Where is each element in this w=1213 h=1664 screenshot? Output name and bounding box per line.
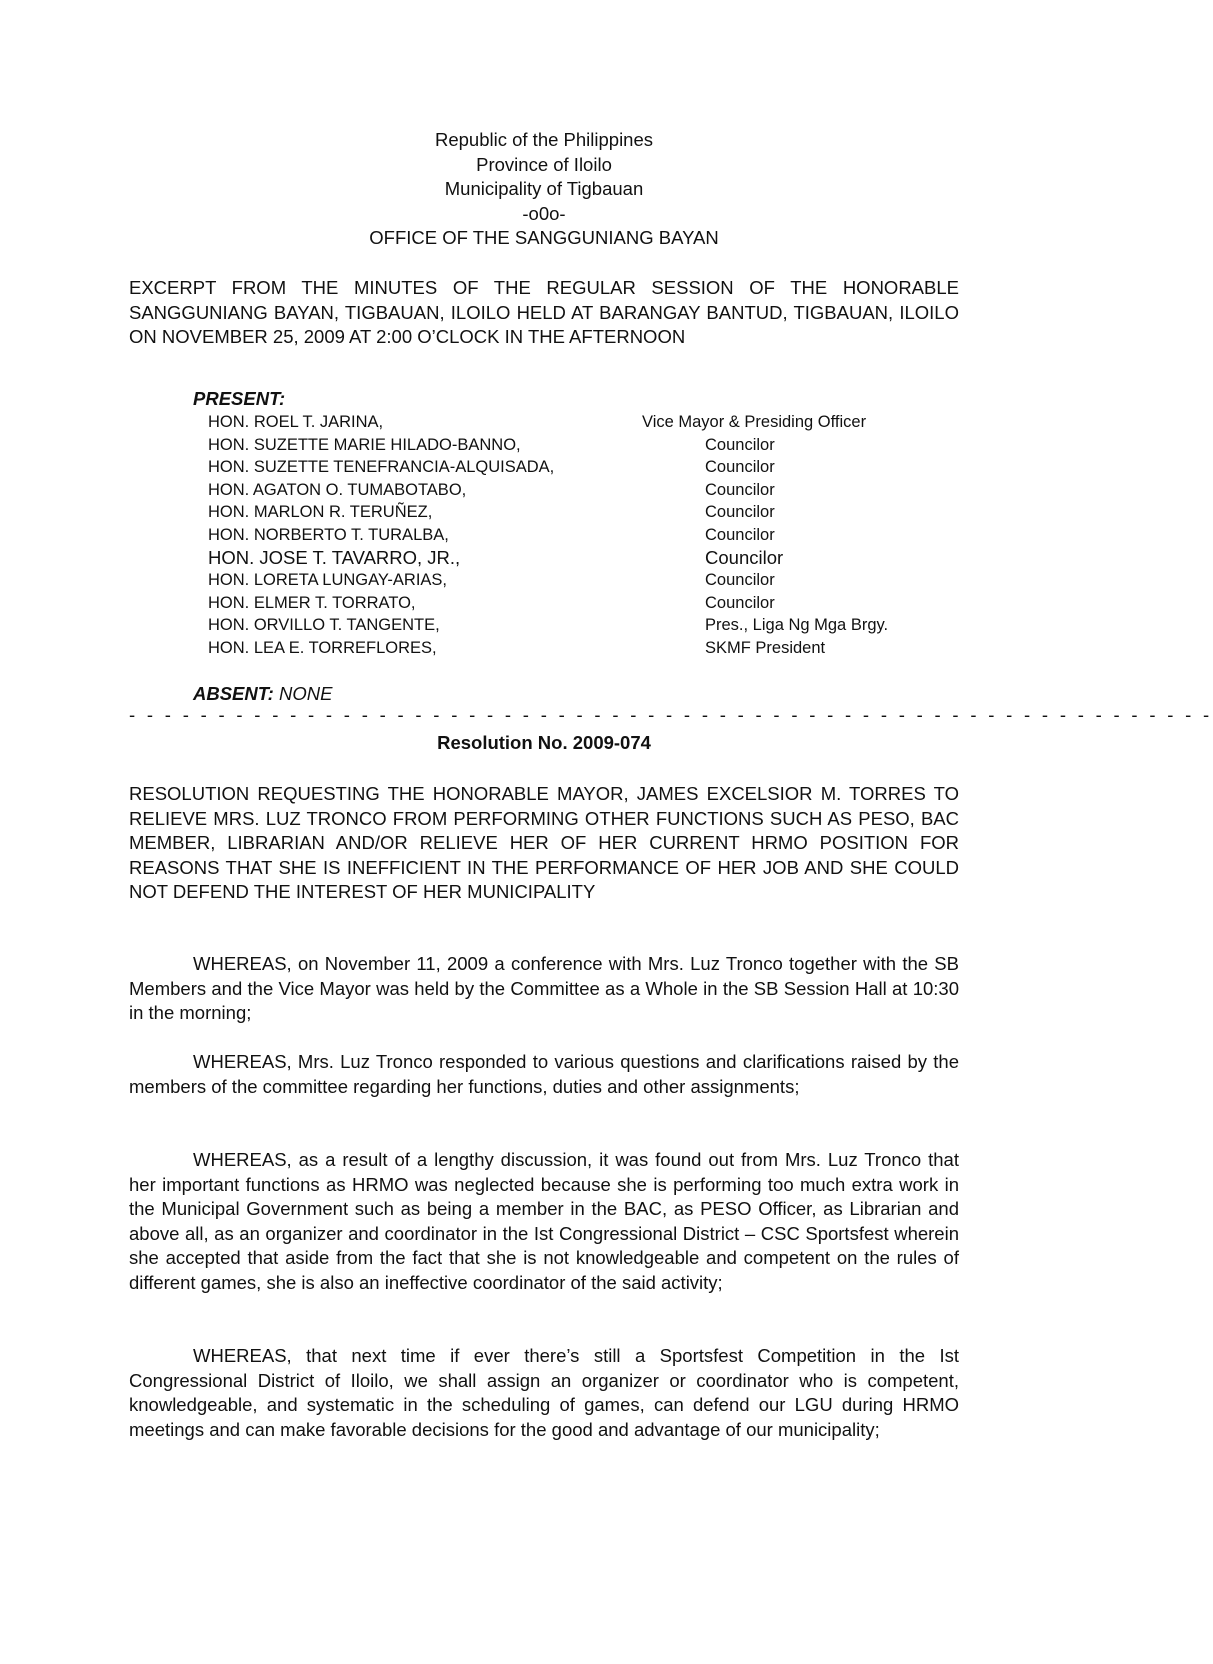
member-name: HON. SUZETTE MARIE HILADO-BANNO,: [208, 435, 521, 454]
member-position: Councilor: [705, 458, 775, 477]
member-position: SKMF President: [705, 638, 826, 657]
member-name: HON. MARLON R. TERUÑEZ,: [208, 503, 433, 522]
roster-row: [208, 524, 968, 547]
member-position: Councilor: [705, 571, 775, 590]
header-ornament: -o0o-: [522, 202, 566, 224]
whereas-paragraph: WHEREAS, that next time if ever there’s still a Sportsfest Competition in the Ist Congressional District of Iloilo, we shall assign an organizer or coordinator who is competent, knowledgeable, and systematic in the scheduling of games, can defend our LGU during HRMO meetings and can make favorable decisions for the good and advantage of our municipality;: [129, 1345, 959, 1440]
roster-row: [208, 479, 968, 502]
document-header: [129, 128, 959, 251]
whereas-paragraph: WHEREAS, Mrs. Luz Tronco responded to various questions and clarifications raised by the members of the committee regarding her functions, duties and other assignments;: [129, 1051, 959, 1097]
member-name: HON. ELMER T. TORRATO,: [208, 593, 416, 612]
member-position: Councilor: [705, 435, 775, 454]
member-position: Councilor: [705, 546, 784, 568]
absent-value: NONE: [279, 683, 333, 704]
roster-row: [208, 614, 968, 637]
member-position: Pres., Liga Ng Mga Brgy.: [705, 616, 889, 635]
member-position: Councilor: [705, 593, 775, 612]
member-name: HON. AGATON O. TUMABOTABO,: [208, 480, 467, 499]
roster-row: [208, 547, 968, 570]
resolution-number: Resolution No. 2009-074: [437, 732, 651, 753]
header-republic: Republic of the Philippines: [434, 129, 654, 150]
member-name: HON. JOSE T. TAVARRO, JR.,: [208, 546, 461, 568]
dashed-separator: - - - - - - - - - - - - - - - - - - - - - - - - - - - - - - - - - - - - - - - - - - - - - - - - - - - - - - - - - - - - -: [129, 704, 1213, 725]
member-position: Councilor: [705, 503, 775, 522]
roster-row: [208, 569, 968, 592]
absent-line: [193, 683, 332, 705]
roster-row: [208, 434, 968, 457]
member-name: HON. LEA E. TORREFLORES,: [208, 638, 437, 657]
header-province: Province of Iloilo: [476, 153, 612, 175]
member-name: HON. NORBERTO T. TURALBA,: [208, 525, 449, 544]
present-label: PRESENT:: [193, 388, 286, 409]
member-name: HON. LORETA LUNGAY-ARIAS,: [208, 571, 448, 590]
member-position: Councilor: [705, 525, 775, 544]
member-position: Councilor: [705, 480, 775, 499]
roster-row: [208, 637, 968, 660]
member-name: HON. SUZETTE TENEFRANCIA-ALQUISADA,: [208, 458, 555, 477]
header-office: OFFICE OF THE SANGGUNIANG BAYAN: [369, 227, 719, 248]
roster-row: [208, 592, 968, 615]
resolution-title: RESOLUTION REQUESTING THE HONORABLE MAYOR, JAMES EXCELSIOR M. TORRES TO RELIEVE MRS. LUZ TRONCO FROM PERFORMING OTHER FUNCTIONS SUCH AS PESO, BAC MEMBER, LIBRARIAN AND/OR RELIEVE HER OF HER CURRENT HRMO POSITION FOR REASONS THAT SHE IS INEFFICIENT IN THE PERFORMANCE OF HER JOB AND SHE COULD NOT DEFEND THE INTEREST OF HER MUNICIPALITY: [129, 783, 959, 902]
whereas-paragraph: WHEREAS, on November 11, 2009 a conference with Mrs. Luz Tronco together with the SB Members and the Vice Mayor was held by the Committee as a Whole in the SB Session Hall at 10:30 in the morning;: [129, 953, 959, 1023]
roster-row: [208, 501, 968, 524]
absent-label: ABSENT:: [193, 683, 274, 704]
member-name: HON. ORVILLO T. TANGENTE,: [208, 616, 440, 635]
roster-row: [208, 456, 968, 479]
roster-row: [208, 411, 968, 434]
excerpt-paragraph: EXCERPT FROM THE MINUTES OF THE REGULAR SESSION OF THE HONORABLE SANGGUNIANG BAYAN, TIGBAUAN, ILOILO HELD AT BARANGAY BANTUD, TIGBAUAN, ILOILO ON NOVEMBER 25, 2009 AT 2:00 O’CLOCK IN THE AFTERNOON: [129, 277, 959, 347]
header-municipality: Municipality of Tigbauan: [444, 178, 644, 199]
member-position: Vice Mayor & Presiding Officer: [642, 413, 867, 431]
whereas-paragraph: WHEREAS, as a result of a lengthy discussion, it was found out from Mrs. Luz Tronco that her important functions as HRMO was neglected because she is performing too much extra work in the Municipal Government such as being a member in the BAC, as PESO Officer, as Librarian and above all, as an organizer and coordinator in the Ist Congressional District – CSC Sportsfest wherein she accepted that aside from the fact that she is not knowledgeable and competent on the rules of different games, she is also an ineffective coordinator of the said activity;: [129, 1149, 959, 1293]
attendance-roster: [208, 411, 968, 660]
member-name: HON. ROEL T. JARINA,: [208, 413, 384, 431]
